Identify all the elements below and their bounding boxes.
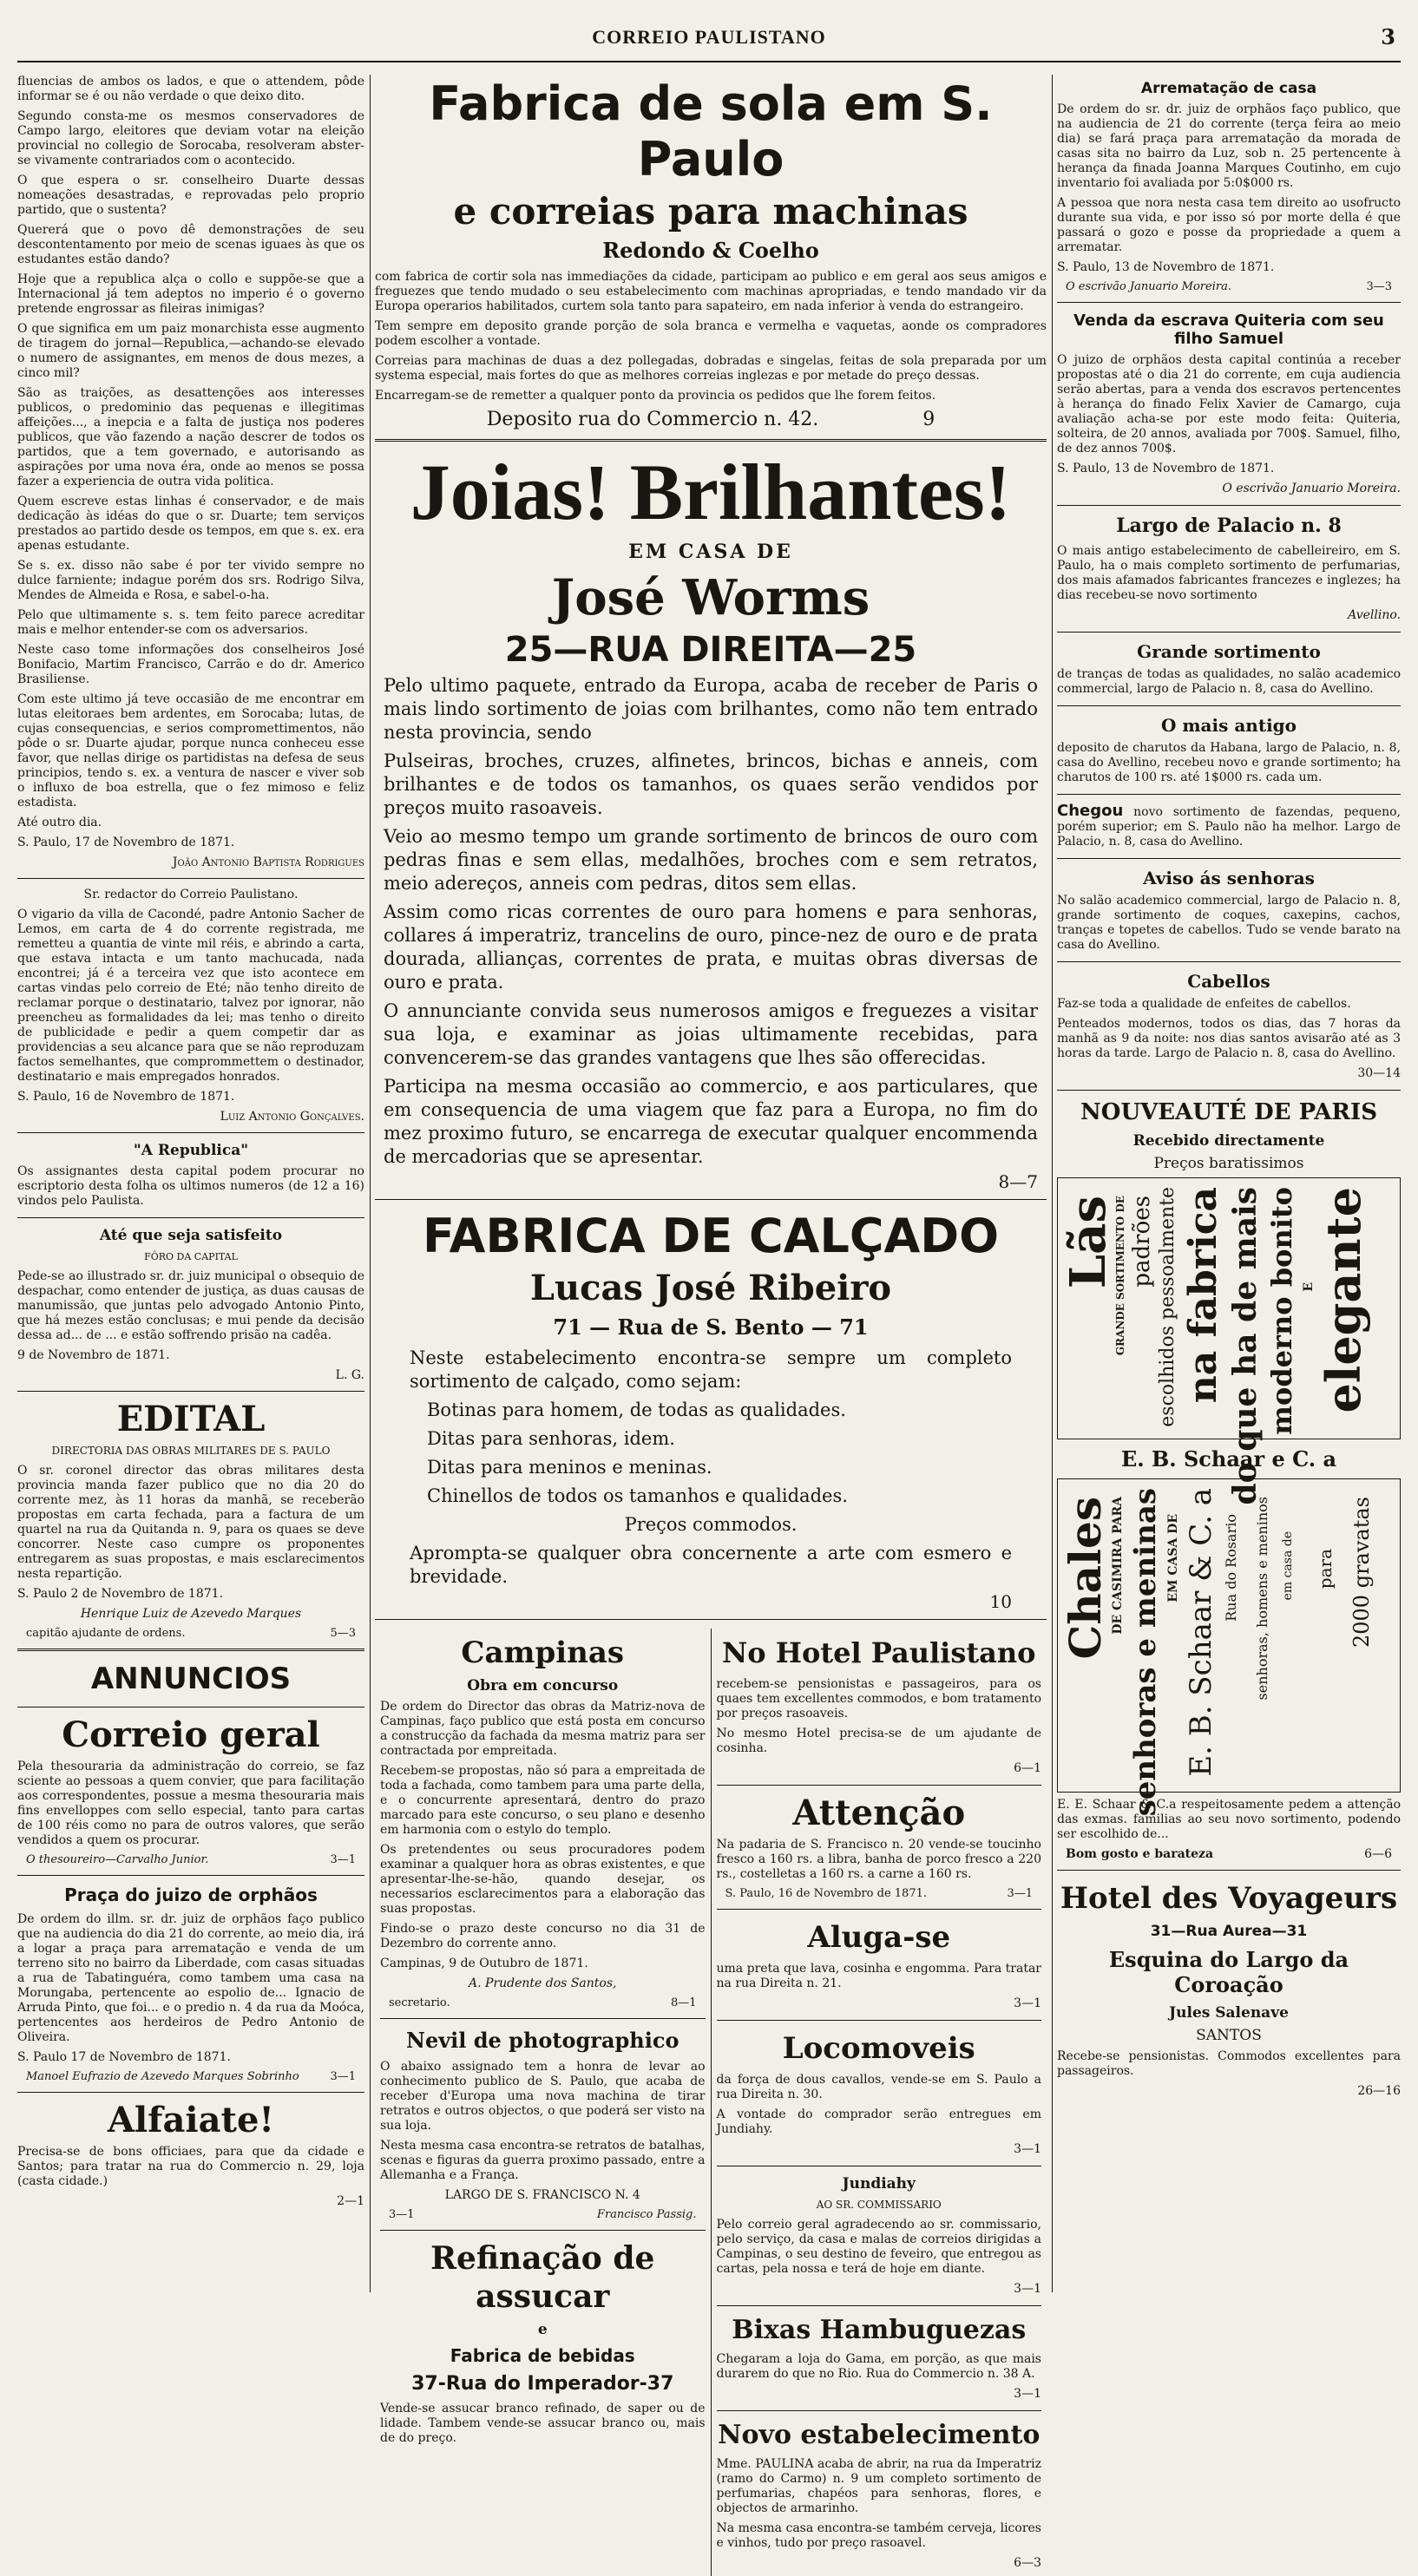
praca-count: 3—1 <box>330 2070 356 2083</box>
correio-signature: O thesoureiro—Carvalho Junior. <box>26 1853 209 1866</box>
correio-count: 3—1 <box>330 1853 356 1866</box>
novo-heading: Novo estabelecimento <box>718 2420 1041 2450</box>
column-rule <box>370 75 371 2292</box>
paragraph: Até outro dia. <box>17 816 102 829</box>
divider <box>375 1199 1047 1200</box>
palacio-signature: Avellino. <box>1348 608 1401 622</box>
divider <box>17 1217 364 1218</box>
calcado-heading: FABRICA DE CALÇADO <box>422 1209 1000 1263</box>
satisfeito-heading: Até que seja satisfeito <box>99 1227 283 1244</box>
praca-date: S. Paulo 17 de Novembro de 1871. <box>17 2050 231 2064</box>
grande-text: de tranças de todas as qualidades, no salão academico commercial, largo de Palacio n. 8, casa do Avellino. <box>1057 667 1401 696</box>
chales-heading: Chales <box>1060 1497 1111 1660</box>
paragraph: Quererá que o povo dê demonstrações de seu descontentamento por meio de scenas iguaes às que os estudantes estão dando? <box>17 223 364 266</box>
campinas-count: 8—1 <box>670 1996 697 2009</box>
chales-casimira: DE CASIMIRA PARA <box>1111 1497 1125 1635</box>
joias-count: 8—7 <box>998 1171 1038 1192</box>
attencao-count: 3—1 <box>1007 1887 1033 1900</box>
fabrica-sola-text: Correias para machinas de duas a dez pollegadas, dobradas e singelas, feitas de sola preparada por um systema especial, mais fortes do que as melhores correias inglezas e por metade do preço dessas. <box>375 354 1047 383</box>
fabrica-sola-count: 9 <box>922 409 935 430</box>
divider <box>1057 961 1401 962</box>
correio-text: Pela thesouraria da administração do correio, se faz sciente ao pessoas a quem convier, que para facilitação aos correspondentes, possue a mesma thesouraria mais fins envelloppes com sello especial, tanto para cartas de 100 réis como no para de outros valores, que serão vendidos a quem os procurar. <box>17 1760 364 1847</box>
attencao-date: S. Paulo, 16 de Novembro de 1871. <box>725 1887 927 1900</box>
paragraph: Pelo que ultimamente s. s. tem feito parece acreditar mais e melhor entender-se com os adversarios. <box>17 608 364 637</box>
paragraph: O que significa em um paiz monarchista esse augmento de tiragem do jornal—Republica,—achando-se elevado o numero de assignantes, em menos de dous mezes, a cinco mil? <box>17 322 364 380</box>
divider <box>17 1132 364 1133</box>
divider <box>1057 302 1401 303</box>
divider <box>1057 1090 1401 1091</box>
joias-heading: Joias! Brilhantes! <box>410 448 1012 536</box>
photo-heading: Nevil de photographico <box>406 2028 679 2053</box>
campinas-heading: Campinas <box>461 1635 625 1670</box>
divider <box>375 1619 1047 1620</box>
grande-heading: Grande sortimento <box>1137 641 1321 662</box>
joias-subheading: EM CASA DE <box>628 541 793 563</box>
joias-paragraph: Veio ao mesmo tempo um grande sortimento de brincos de ouro com pedras finas e sem ellas, medalhões, broches com e sem retratos, meio adereços, anneis com pedras, ditos sem ellas. <box>384 826 1038 894</box>
aluga-heading: Aluga-se <box>807 1920 951 1955</box>
divider <box>17 1391 364 1392</box>
gravatas-casa: em casa de <box>1281 1531 1295 1601</box>
fabrica-sola-subheading: e correias para machinas <box>453 190 968 233</box>
satisfeito-subtitle: FÔRO DA CAPITAL <box>144 1251 238 1262</box>
arrem-count: 3—3 <box>1366 280 1392 293</box>
divider <box>1057 632 1401 633</box>
divider <box>375 439 1047 442</box>
cabellos-count: 30—14 <box>1357 1066 1401 1080</box>
chegou-text: novo sortimento de fazendas, pequeno, porém superior; em S. Paulo não ha melhor. Largo de Palacio, n. 8, casa do Avellino. <box>1057 805 1401 849</box>
satisfeito-date: 9 de Novembro de 1871. <box>17 1348 170 1362</box>
divider <box>1057 794 1401 795</box>
paragraph: São as traições, as desattenções aos interesses publicos, o predominio das pequenas e illegitimas affeições..., a inepcia e a falta de justiça nos poderes publicos, que vão fazendo a nação descrer de todos os partidos, que a tem governado, e autorisando as aspirações por uma nova éra, onde ao menos se possa fazer a experiencia de outra vida politica. <box>17 386 364 488</box>
edital-signature-role: capitão ajudante de ordens. <box>26 1627 186 1640</box>
aluga-text: uma preta que lava, cosinha e engomma. Para tratar na rua Direita n. 21. <box>716 1962 1041 1990</box>
fabrica-sola-firm: Redondo & Coelho <box>602 238 819 263</box>
republica-text: Os assignantes desta capital podem procurar no escriptorio desta folha os ultimos numeros (de 12 a 16) vindos pelo Paulista. <box>17 1164 364 1208</box>
joias-paragraph: Assim como ricas correntes de ouro para homens e para senhoras, collares á imperatriz, trancelins de ouro, pince-nez de ouro e de prata dourada, allianças, correntes de prata, e muitas obras diversas de ouro e prata. <box>384 901 1038 993</box>
divider <box>1057 858 1401 859</box>
voyageurs-heading: Hotel des Voyageurs <box>1060 1881 1398 1916</box>
divider <box>1057 1870 1401 1871</box>
paragraph: Hoje que a republica alça o collo e suppõe-se que a Internacional já tem adeptos no imperio é o governo pretende engrossar as fileiras inimigas? <box>17 272 364 316</box>
column-right <box>1057 75 1401 2297</box>
novo-text: Na mesma casa encontra-se também cerveja, licores e vinhos, tudo por preço rasoavel. <box>716 2521 1041 2550</box>
fabrica-sola-deposito: Deposito rua do Commercio n. 42. <box>486 409 819 430</box>
calcado-count: 10 <box>989 1591 1012 1612</box>
arrem-signature: O escrivão Januario Moreira. <box>1066 280 1231 293</box>
calcado-outro: Apromptа-se qualquer obra concernente a arte com esmero e brevidade. <box>410 1543 1012 1587</box>
calcado-name: Lucas José Ribeiro <box>529 1268 892 1308</box>
joias-name: José Worms <box>551 569 870 626</box>
loco-count: 3—1 <box>1014 2142 1041 2156</box>
divider <box>17 2092 364 2093</box>
article-signature: João Antonio Baptista Rodrigues <box>172 855 364 869</box>
jundiahy-subheading: AO SR. COMMISSARIO <box>816 2199 942 2211</box>
jundiahy-text: Pelo correio geral agradecendo ao sr. commissario, pelo serviço, da casa e malas de correios dirigidas a Campinas, o seu destino de feveiro, que entregou as cartas, pela nossa e terá de hoje em diante. <box>716 2218 1041 2276</box>
column-center <box>375 75 1047 2570</box>
refinacao-address: 37-Rua do Imperador-37 <box>411 2373 674 2395</box>
refinacao-heading: Refinação de assucar <box>430 2240 655 2315</box>
antigo-text: deposito de charutos da Habana, largo de Palacio, n. 8, casa do Avellino, recebeu novo e grande sortimento; ha charutos de 100 rs. até 1$000 rs. cada um. <box>1057 741 1401 784</box>
hotel-count: 6—1 <box>1014 1761 1041 1775</box>
hotel-text: No mesmo Hotel precisa-se de um ajudante de cosinha. <box>716 1727 1041 1755</box>
voyageurs-esquina: Esquina do Largo da Coroação <box>1108 1947 1349 1997</box>
gravatas-senhoras: senhoras, homens e meninos <box>1254 1497 1270 1701</box>
photo-signature: Francisco Passig. <box>596 2208 697 2221</box>
chegou-heading: Chegou <box>1057 802 1124 820</box>
divider <box>717 1909 1042 1910</box>
divider <box>380 2230 706 2231</box>
cabellos-text: Faz-se toda a qualidade de enfeites de cabellos. <box>1057 997 1351 1011</box>
alfaiate-text: Precisa-se de bons officiaes, para que da cidade e Santos; para tratar na rua do Commercio n. 29, loja (casta cidade.) <box>17 2145 364 2188</box>
chales-schaar: E. B. Schaar & C. a <box>1184 1488 1218 1777</box>
paragraph: Segundo consta-me os mesmos conservadores de Campo largo, eleitores que deviam votar na eleição provincial no collegio de Sorocaba, resolveram abster-se vivamente contrariados com o acontecido. <box>17 109 364 167</box>
bixas-text: Chegaram a loja do Gama, em porção, as que mais durarem do que no Rio. Rua do Commercio n. 38 A. <box>716 2352 1041 2381</box>
divider <box>1057 705 1401 706</box>
paragraph: O que espera o sr. conselheiro Duarte dessas nomeações desastradas, e reprovadas pelo proprio partido, que o sustenta? <box>17 174 364 217</box>
chales-vertical-ad <box>1057 1478 1401 1817</box>
calcado-item: Preços commodos. <box>624 1514 798 1535</box>
fabrica-sola-heading: Fabrica de sola em S. Paulo <box>429 76 993 187</box>
edital-heading: EDITAL <box>116 1399 266 1439</box>
edital-date: S. Paulo 2 de Novembro de 1871. <box>17 1587 224 1601</box>
campinas-text: Findo-se o prazo deste concurso no dia 31 de Dezembro do corrente anno. <box>380 1922 706 1950</box>
paragraph: Neste caso tome informações dos conselheiros José Bonifacio, Martim Francisco, Carrão e do dr. Americo Brasiliense. <box>17 643 364 686</box>
calcado-item: Chinellos de todos os tamanhos e qualidades. <box>427 1485 848 1506</box>
annuncios-heading: ANNUNCIOS <box>90 1662 292 1696</box>
correio-heading: Correio geral <box>62 1714 320 1755</box>
palacio-text: O mais antigo estabelecimento de cabelleireiro, em S. Paulo, ha o mais completo sortimento de perfumarias, dos mais afamados fabricantes francezes e inglezes; ha dias recebeu-se novo sortimento <box>1057 544 1401 602</box>
subcol-left <box>375 1629 711 2576</box>
attencao-heading: Attenção <box>792 1793 966 1833</box>
photo-address: LARGO DE S. FRANCISCO N. 4 <box>444 2188 640 2202</box>
joias-paragraph: Participa na mesma occasião ao commercio, e aos particulares, que em consequencia de uma viagem que faz para a Europa, no fim do mez proximo futuro, se encarrega de executar qualquer encommenda de mercadorias que se apresentar. <box>384 1076 1038 1167</box>
chales-senhoras: senhoras e meninas <box>1128 1488 1163 1817</box>
venda-text: O juizo de orphãos desta capital continúa a receber propostas até o dia 21 do corrente, em cuja audiencia serão abertas, para a venda dos escravos pertencentes à herança do finado Felix Xavier de Camargo, cuja avaliação acha-se por este modo feita: Quiteria, solteira, de 20 annos, avaliada por 700$. Samuel, filho, de dez annos 700$. <box>1057 353 1401 456</box>
nouveaute-moderno: moderno bonito <box>1265 1187 1298 1435</box>
paragraph: fluencias de ambos os lados, e que o attendem, pôde informar se é ou não verdade o que deixo dito. <box>17 75 364 103</box>
cabellos-text: Penteados modernos, todos os dias, das 7 horas da manhã as 9 da noite: nos dias santos avisarão até as 3 horas da tarde. Largo de Palacio n. 8, casa do Avellino. <box>1057 1017 1401 1060</box>
chales-rua: Rua do Rosario <box>1223 1514 1239 1622</box>
nouveaute-escolhidos: escolhidos pessoalmente <box>1157 1187 1178 1427</box>
masthead <box>17 9 1401 62</box>
jundiahy-heading: Jundiahy <box>842 2175 916 2193</box>
aviso-heading: Aviso ás senhoras <box>1143 868 1315 888</box>
divider <box>717 2020 1042 2021</box>
arrem-text: De ordem do sr. dr. juiz de orphãos faço publico, que na audiencia de 21 do corrente (terça feira ao meio dia) se fará praça para arrematação da morada de casas sita no bairro da Luz, sob n. 25 pertencente à herança da finada Joanna Marques Coutinho, em cujo inventario foi avaliada por 5:0$000 rs. <box>1057 102 1401 190</box>
photo-text: Nesta mesma casa encontra-se retratos de batalhas, scenas e figuras da guerra proximo passado, entre a Allemanha e a França. <box>380 2139 706 2182</box>
letter-date: S. Paulo, 16 de Novembro de 1871. <box>17 1090 235 1104</box>
divider <box>17 1707 364 1708</box>
voyageurs-name: Jules Salenave <box>1169 2004 1289 2022</box>
attencao-text: Na padaria de S. Francisco n. 20 vende-se toucinho fresco a 160 rs. a libra, banha de porco fresco a 220 rs., costelletas a 160 rs. a carne a 160 rs. <box>716 1838 1041 1881</box>
edital-text: O sr. coronel director das obras militares desta provincia manda fazer publico que no dia 20 do corrente mez, às 11 horas da manhã, se receberão propostas em carta fechada, para a factura de um quartel na rua da Quitanda n. 9, para os quaes se deve concorrer. Neste caso cumpre os proponentes entregarem as suas propostas, e mais esclarecimentos nesta repartição. <box>17 1464 364 1581</box>
paragraph: Se s. ex. disso não sabe é por ter vivido sempre no dulce farniente; indague porém dos srs. Rodrigo Silva, Mendes de Almeida e Rosa, e sabel-o-ha. <box>17 559 364 602</box>
bom-gosto-count: 6—6 <box>1364 1847 1392 1861</box>
campinas-signature: A. Prudente dos Santos, <box>469 1976 617 1990</box>
joias-address: 25—RUA DIREITA—25 <box>504 630 917 670</box>
novo-count: 6—3 <box>1014 2556 1041 2570</box>
alfaiate-heading: Alfaiate! <box>108 2100 274 2140</box>
campinas-signature-role: secretario. <box>389 1996 450 2009</box>
campinas-date: Campinas, 9 de Outubro de 1871. <box>380 1957 588 1970</box>
edital-subtitle: DIRECTORIA DAS OBRAS MILITARES DE S. PAULO <box>51 1445 331 1457</box>
venda-signature: O escrivão Januario Moreira. <box>1222 482 1401 495</box>
aviso-text: No salão academico commercial, largo de Palacio n. 8, grande sortimento de coques, caxepins, cachos, tranças e topetes de cabellos. Tudo se vende barato na casa do Avellino. <box>1057 894 1401 952</box>
schaar-footer: E. E. Schaar & C.a respeitosamente pedem a attenção das exmas. familias ao seu novo sortimento, podendo ser escolhido de... <box>1057 1798 1401 1841</box>
praca-signature: Manoel Eufrazio de Azevedo Marques Sobrinho <box>26 2070 299 2083</box>
bixas-heading: Bixas Hambuguezas <box>732 2315 1027 2345</box>
loco-text: A vontade do comprador serão entregues em Jundiahy. <box>716 2107 1041 2136</box>
nouveaute-las: Lãs <box>1060 1196 1117 1289</box>
calcado-address: 71 — Rua de S. Bento — 71 <box>553 1314 869 1340</box>
nouveaute-padroes: padrões <box>1129 1196 1155 1288</box>
nouveaute-subheading: Recebido directamente <box>1132 1132 1325 1150</box>
campinas-text: Recebem-se propostas, não só para a empreitada de toda a fachada, como tambem para uma parte della, e o concurrente apresentará, dentro do prazo marcado para este concurso, o seu plano e desenho em harmonia com o estylo do templo. <box>380 1764 706 1837</box>
photo-text: O abaixo assignado tem a honra de levar ao conhecimento publico de S. Paulo, que acaba de receber d'Europa uma nova machina de tirar retratos e outros objectos, o que poderá ser visto na sua loja. <box>380 2060 706 2133</box>
newspaper-title: CORREIO PAULISTANO <box>592 26 826 48</box>
venda-date: S. Paulo, 13 de Novembro de 1871. <box>1057 462 1275 475</box>
divider <box>17 1649 364 1651</box>
divider <box>1057 505 1401 506</box>
joias-paragraph: O annunciante convida seus numerosos amigos e freguezes a visitar sua loja, e examinar as joias ultimamente recebidas, para convencerem-se das grandes vantagens que lhes são offerecidas. <box>384 1000 1038 1068</box>
paragraph: O vigario da villa de Cacondé, padre Antonio Sacher de Lemos, em carta de 4 do corrente registrada, me remetteu a quantia de vinte mil réis, e abrindo a carta, que estava intacta e um tanto machucada, nada encontrei; já é a terceira vez que isto acontece em cartas vindas pelo correio de Eté; não tenho direito de reclamar porque o destinatario, talvez por ignorar, não preencheu as formalidades da lei; mas tenho o direito de publicidade e pedir a quem competir dar as providencias a seu alcance para que se não reproduzam factos semelhantes, que comprommettem o destinador, destinatario e mais empregados honrados. <box>17 908 364 1084</box>
gravatas-2000: 2000 gravatas <box>1349 1497 1374 1648</box>
voyageurs-count: 26—16 <box>1357 2084 1401 2098</box>
campinas-text: Os pretendentes ou seus procuradores podem examinar a qualquer hora as obras existentes, e que apresentar-lhe-se-hão, quando desejar, os necessarios esclarecimentos para a elaboração das suas propostas. <box>380 1843 706 1916</box>
hotel-text: recebem-se pensionistas e passageiros, para os quaes tem excellentes commodos, e bom tratamento por preços rasoaveis. <box>716 1677 1041 1721</box>
paragraph: Quem escreve estas linhas é conservador, e de mais dedicação às idéas do que o sr. Duarte; tem serviços prestados ao partido desde os tempos, em que s. ex. era apenas estudante. <box>17 495 364 553</box>
calcado-item: Botinas para homem, de todas as qualidades. <box>427 1399 846 1420</box>
gravatas-para: para <box>1315 1549 1336 1590</box>
page-number: 3 <box>1381 24 1395 49</box>
satisfeito-text: Pede-se ao illustrado sr. dr. juiz municipal o obsequio de despachar, como entender de justiça, as duas causas de manumissão, que juntas pelo advogado Antonio Pinto, que há mezes estão conclusas; e mui pende da decisão dessa ad... de ... e estão soffrendo prisão na cadêa. <box>17 1269 364 1342</box>
nouveaute-e: E <box>1302 1282 1316 1292</box>
antigo-heading: O mais antigo <box>1161 715 1297 736</box>
jundiahy-count: 3—1 <box>1014 2282 1041 2296</box>
palacio-heading: Largo de Palacio n. 8 <box>1116 515 1342 537</box>
bom-gosto: Bom gosto e barateza <box>1066 1847 1214 1861</box>
column-rule <box>1052 75 1053 2292</box>
calcado-intro: Neste estabelecimento encontra-se sempre um completo sortimento de calçado, como sejam: <box>410 1347 1012 1392</box>
edital-signature: Henrique Luiz de Azevedo Marques <box>80 1607 302 1621</box>
campinas-subheading: Obra em concurso <box>467 1677 619 1694</box>
article-date: S. Paulo, 17 de Novembro de 1871. <box>17 836 235 849</box>
voyageurs-city: SANTOS <box>1196 2027 1262 2044</box>
republica-heading: "A Republica" <box>133 1142 249 1159</box>
divider <box>717 1785 1042 1786</box>
refinacao-text: Vende-se assucar branco refinado, de saper ou de lidade. Tambem vende-se assucar branco ou, mais de do preço. <box>380 2402 706 2445</box>
divider <box>17 878 364 879</box>
praca-text: De ordem do illm. sr. dr. juiz de orphãos faço publico que na audiencia do dia 21 do corrente, ao meio dia, irá a logar a praça para arrematação e venda de um terreno sito no bairro da Liberdade, com casas situadas a rua de Tabatinguéra, como tambem uma casa na Morungaba, pertencente ao espolio de... Ignacio de Arruda Pinto, que foi... e o predio n. 4 da rua da Moóca, pertencentes aos herdeiros de Pedro Antonio de Oliveira. <box>17 1912 364 2044</box>
aluga-count: 3—1 <box>1014 1996 1041 2010</box>
novo-text: Mme. PAULINA acaba de abrir, na rua da Imperatriz (ramo do Carmo) n. 9 um completo sortimento de perfumarias, chapéos para senhoras, flores, e objectos de armarinho. <box>716 2457 1041 2515</box>
voyageurs-address: 31—Rua Aurea—31 <box>1150 1923 1308 1940</box>
arrem-date: S. Paulo, 13 de Novembro de 1871. <box>1057 260 1275 274</box>
praca-heading: Praça do juizo de orphãos <box>64 1884 318 1905</box>
paragraph: Com este ultimo já teve occasião de me encontrar em lutas eleitoraes bem ardentes, em Sorocaba; lutas, de cujas consequencias, e serios compromettimentos, não pôde o sr. Duarte ajudar, porque nunca conheceu esse favor, que nellas dirige os partidistas na defesa de seus principios, tendo s. ex. a ventura de nascer e viver sob o influxo de boa estrella, que o fez mimoso e feliz estadista. <box>17 692 364 810</box>
article-body <box>17 75 364 869</box>
nouveaute-elegante: elegante <box>1316 1187 1371 1413</box>
fabrica-sola-text: Encarregam-se de remetter a qualquer ponto da provincia os pedidos que lhe forem feitos. <box>375 389 936 403</box>
joias-paragraph: Pelo ultimo paquete, entrado da Europa, acaba de receber de Paris o mais lindo sortimento de joias com brilhantes, como não tem entrado nesta provincia, sendo <box>384 675 1038 743</box>
divider <box>717 2305 1042 2306</box>
loco-heading: Locomoveis <box>782 2031 975 2066</box>
voyageurs-text: Recebe-se pensionistas. Commodos excellentes para passageiros. <box>1057 2049 1401 2078</box>
edital-count: 5—3 <box>330 1627 356 1640</box>
subcol-right <box>711 1629 1047 2576</box>
calcado-item: Ditas para senhoras, idem. <box>427 1428 675 1449</box>
nouveaute-fabrica: na fabrica <box>1181 1187 1225 1404</box>
fabrica-sola-text: com fabrica de cortir sola nas immediações da cidade, participam ao publico e em geral aos seus amigos e freguezes que tendo mudado o seu estabelecimento com machinas apropriadas, e tendo mandado vir da Europa operarios habilitados, curtem sola tanto para sapateiro, em nada inferior à venda do estrangeiro. <box>375 270 1047 313</box>
alfaiate-count: 2—1 <box>337 2194 364 2208</box>
refinacao-subheading: Fabrica de bebidas <box>450 2345 635 2366</box>
column-left <box>17 75 364 2297</box>
nouveaute-schaar: E. B. Schaar e C. a <box>1120 1446 1337 1472</box>
photo-count: 3—1 <box>389 2208 415 2221</box>
venda-heading: Venda da escrava Quiteria com seu filho Samuel <box>1073 311 1384 348</box>
divider <box>717 2410 1042 2411</box>
satisfeito-signature: L. G. <box>335 1368 364 1382</box>
loco-text: da força de dous cavallos, vende-se em S. Paulo a rua Direita n. 30. <box>716 2073 1041 2101</box>
bixas-count: 3—1 <box>1014 2387 1041 2401</box>
letter-heading: Sr. redactor do Correio Paulistano. <box>83 888 299 901</box>
hotel-heading: No Hotel Paulistano <box>722 1636 1036 1669</box>
chales-casa: EM CASA DE <box>1166 1514 1180 1603</box>
refinacao-and: e <box>537 2321 548 2338</box>
divider <box>17 1875 364 1876</box>
letter-signature: Luiz Antonio Gonçalves. <box>220 1110 364 1124</box>
campinas-text: De ordem do Director das obras da Matriz-nova de Campinas, faço publico que está posta em concurso a construcção da fachada da mesma matriz para ser contractada por empreitada. <box>380 1700 706 1758</box>
nouveaute-do-que: do que ha de mais <box>1227 1187 1264 1505</box>
divider <box>380 2018 706 2019</box>
cabellos-heading: Cabellos <box>1187 971 1270 992</box>
nouveaute-heading: NOUVEAUTÉ DE PARIS <box>1080 1099 1377 1125</box>
calcado-item: Ditas para meninos e meninas. <box>427 1457 712 1478</box>
arrem-text: A pessoa que nora nesta casa tem direito ao usofructo durante sua vida, e por isso só por morte della é que passará o gozo e posse da propriedade a quem a arrematar. <box>1057 196 1401 254</box>
nouveaute-prices: Preços baratissimos <box>1153 1155 1304 1172</box>
nouveaute-grande: GRANDE SORTIMENTO DE <box>1114 1196 1126 1356</box>
fabrica-sola-text: Tem sempre em deposito grande porção de sola branca e vermelha e vaquetas, aonde os compradores podem escolher a vontade. <box>375 319 1047 348</box>
joias-paragraph: Pulseiras, broches, cruzes, alfinetes, brincos, bichas e anneis, com brilhantes e de todos os tamanhos, os quaes serão vendidos por preços muito rasoaveis. <box>384 751 1038 818</box>
arrem-heading: Arrematação de casa <box>1140 80 1317 97</box>
